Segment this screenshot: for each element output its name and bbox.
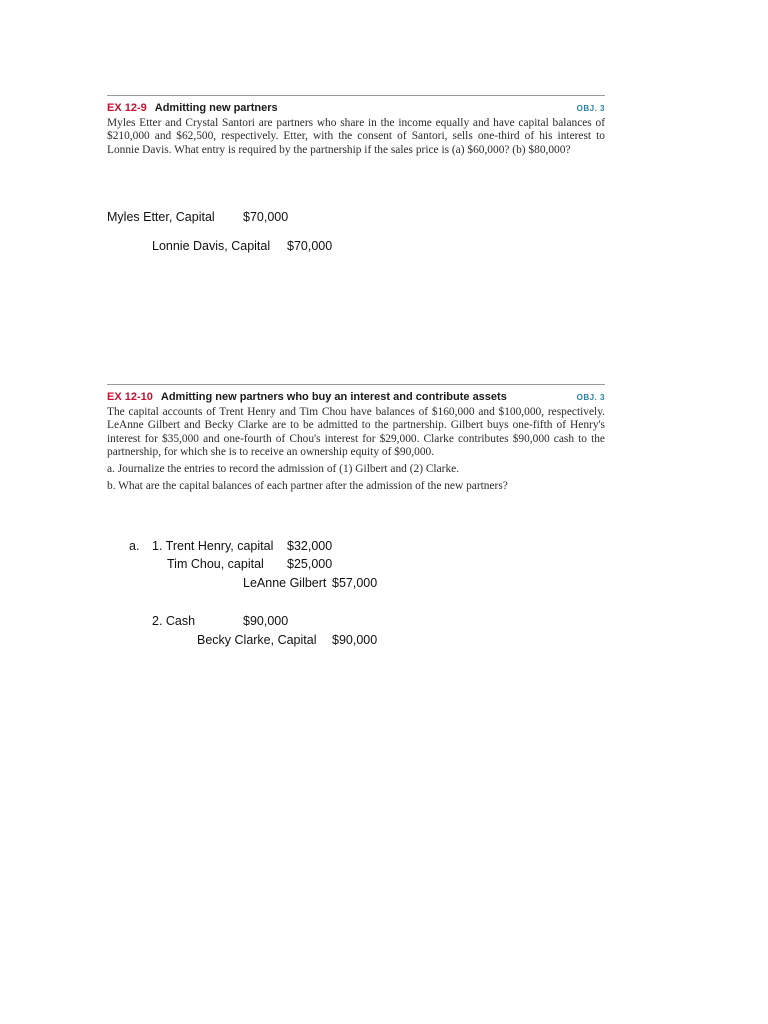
exercise-header	[107, 390, 605, 405]
question-b: b. What are the capital balances of each partner after the admission of the new partners?	[107, 480, 508, 493]
exercise-body: Myles Etter and Crystal Santori are partners who share in the income equally and have capital balances of $210,000 and $62,500, respectively. Etter, with the consent of Santori, sells one-third of his interest to Lonnie Davis. What entry is required by the partnership if the sales price is (a) $60,000? (b) $80,000?	[107, 117, 605, 156]
exercise-12-10	[107, 384, 605, 498]
answer-debit-amount: $70,000	[243, 210, 289, 224]
entry2-credit-amount: $90,000	[332, 633, 378, 647]
question-a: a. Journalize the entries to record the admission of (1) Gilbert and (2) Clarke.	[107, 463, 460, 476]
exercise-questions	[107, 463, 605, 494]
entry2-credit-account: Becky Clarke, Capital	[197, 633, 317, 647]
exercise-title: Admitting new partners who buy an interest and contribute assets	[160, 391, 507, 403]
entry2-debit-account: 2. Cash	[152, 614, 196, 628]
entry1-debit-account: 1. Trent Henry, capital	[152, 539, 274, 553]
entry1-debit2-amount: $25,000	[287, 557, 333, 571]
exercise-12-9	[107, 95, 605, 157]
entry1-credit-amount: $57,000	[332, 576, 378, 590]
exercise-number: EX 12-10	[107, 391, 153, 403]
exercise-number: EX 12-9	[107, 102, 147, 114]
answer-part-label: a.	[129, 539, 140, 553]
answer-credit-account: Lonnie Davis, Capital	[152, 239, 271, 253]
entry1-credit-account: LeAnne Gilbert	[243, 576, 327, 590]
answer-credit-amount: $70,000	[287, 239, 333, 253]
answer-debit-account: Myles Etter, Capital	[107, 210, 215, 224]
entry2-debit-amount: $90,000	[243, 614, 289, 628]
entry1-debit2-account: Tim Chou, capital	[167, 557, 264, 571]
entry1-debit-amount: $32,000	[287, 539, 333, 553]
exercise-header	[107, 101, 605, 116]
objective-tag: OBJ. 3	[576, 393, 605, 402]
exercise-body: The capital accounts of Trent Henry and Tim Chou have balances of $160,000 and $100,000, respectively. LeAnne Gilbert and Becky Clarke are to be admitted to the partnership. Gilbert buys one-fifth of Henry's interest for $35,000 and one-fourth of Chou's interest for $29,000. Clarke contributes $90,000 cash to the partnership, for which she is to receive an ownership equity of $90,000.	[107, 406, 605, 458]
objective-tag: OBJ. 3	[576, 104, 605, 113]
exercise-title: Admitting new partners	[154, 102, 278, 114]
